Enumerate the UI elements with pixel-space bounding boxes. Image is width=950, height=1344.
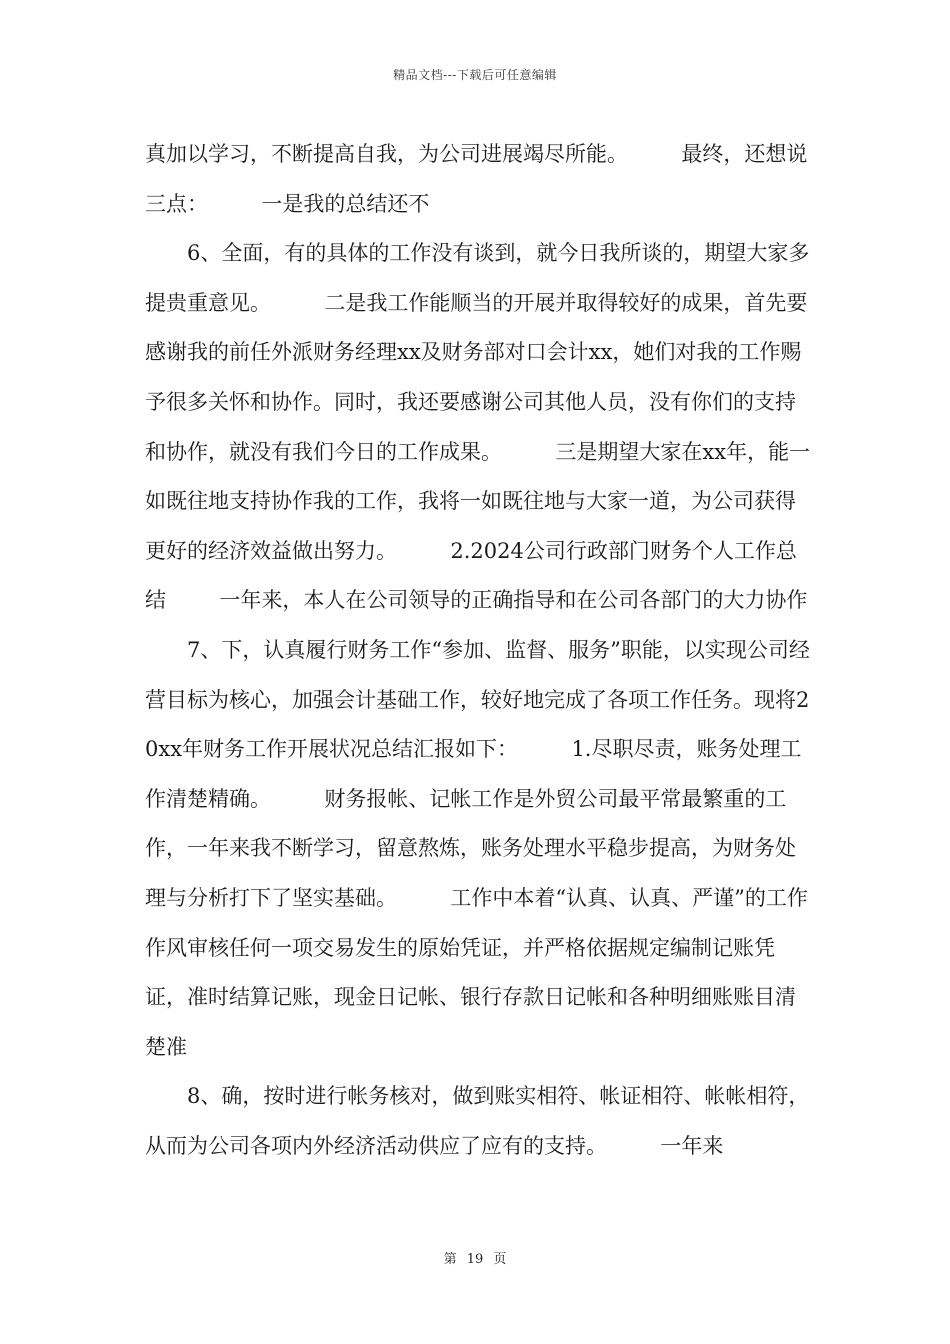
paragraph-2: 6、全面，有的具体的工作没有谈到，就今日我所谈的，期望大家多提贵重意见。 二是我工作能顺当的开展并取得较好的成果，首先要感谢我的前任外派财务经理xx及财务部对口会计xx，她们对我的工作赐予很多关怀和协作。同时，我还要感谢公司其他人员，没有你们的支持和协作，就没有我们今日的工作成果。 三是期望大家在xx年，能一如既往地支持协作我的工作，我将一如既往地与大家一道，为公司获得更好的经济效益做出努力。 2.2024公司行政部门财务个人工作总结 一年来，本人在公司领导的正确指导和在公司各部门的大力协作 [145,241,811,613]
paragraph-1: 真加以学习，不断提高自我，为公司进展竭尽所能。 最终，还想说三点： 一是我的总结还不 [145,142,808,216]
page-number: 19 [466,1252,484,1267]
page-number-suffix: 页 [493,1252,507,1267]
paragraph-3: 7、下，认真履行财务工作“参加、监督、服务”职能，以实现公司经营目标为核心，加强会计基础工作，较好地完成了各项工作任务。现将20xx年财务工作开展状况总结汇报如下： 1.尽职尽责，账务处理工作清楚精确。 财务报帐、记帐工作是外贸公司最平常最繁重的工作，一年来我不断学习，留意熬炼，账务处理水平稳步提高，为财务处理与分析打下了坚实基础。 工作中本着“认真、认真、严谨”的工作作风审核任何一项交易发生的原始凭证，并严格依据规定编制记账凭证，准时结算记账，现金日记帐、银行存款日记帐和各种明细账账目清楚准 [145,637,810,1059]
paragraph-4: 8、确，按时进行帐务核对，做到账实相符、帐证相符、帐帐相符，从而为公司各项内外经济活动供应了应有的支持。 一年来 [145,1084,810,1158]
page-header: 精品文档---下载后可任意编辑 [393,68,557,82]
page-number-prefix: 第 [443,1252,457,1267]
document-body [145,130,813,1171]
page-footer [0,1248,950,1267]
